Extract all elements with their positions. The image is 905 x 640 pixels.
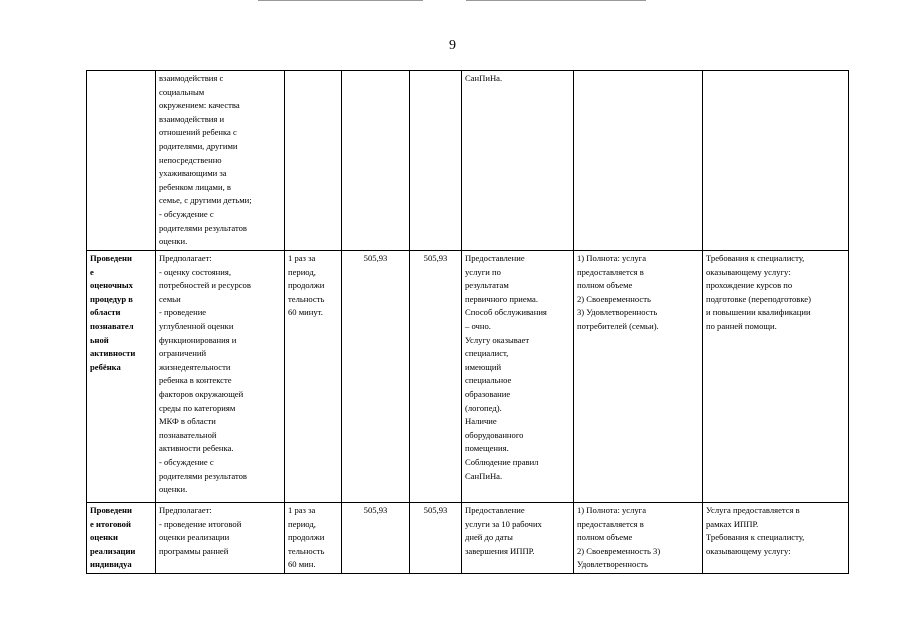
cell-line: семьи bbox=[159, 293, 181, 304]
cell-line: жизнедеятельности bbox=[159, 361, 231, 372]
cell-line: Услуга предоставляется в bbox=[706, 505, 800, 515]
cell-line: области bbox=[90, 307, 121, 318]
cell-line: подготовке (переподготовке) bbox=[706, 293, 811, 304]
cell-line: социальным bbox=[159, 86, 205, 97]
cell-line: оказывающему услугу: bbox=[706, 545, 791, 556]
cell-line: тельность bbox=[288, 293, 325, 304]
cell-line: специальное bbox=[465, 375, 512, 386]
cell-line: углубленной оценки bbox=[159, 320, 234, 331]
cell-line: ребенка в контексте bbox=[159, 375, 232, 386]
requirements-cell bbox=[703, 71, 849, 251]
table-row bbox=[87, 503, 849, 574]
frequency-cell bbox=[285, 251, 342, 503]
cell-line: дней до даты bbox=[465, 532, 513, 543]
cell-line: предоставляется в bbox=[577, 266, 644, 277]
cell-line: 505,93 bbox=[363, 253, 388, 263]
cell-line: ребёнка bbox=[90, 361, 121, 372]
price-cell-1 bbox=[342, 71, 410, 251]
cell-line: 1 раз за bbox=[288, 253, 316, 263]
price-cell-2 bbox=[410, 71, 462, 251]
cell-line: Предоставление bbox=[465, 505, 525, 515]
cell-line: Способ обслуживания bbox=[465, 307, 547, 318]
cell-line: Требования к специалисту, bbox=[706, 253, 805, 263]
scan-edge-line-left bbox=[258, 0, 423, 1]
quality-cell bbox=[574, 503, 703, 574]
service-name-cell bbox=[87, 71, 156, 251]
cell-line: родителями результатов bbox=[159, 470, 247, 481]
cell-line: процедур в bbox=[90, 293, 133, 304]
cell-line: 505,93 bbox=[363, 505, 388, 515]
cell-line: 2) Своевременность bbox=[577, 293, 651, 304]
cell-line: МКФ в области bbox=[159, 416, 216, 427]
cell-line: имеющий bbox=[465, 361, 502, 372]
cell-line: прохождение курсов по bbox=[706, 280, 793, 291]
cell-line: ребенком лицами, в bbox=[159, 181, 231, 192]
frequency-cell bbox=[285, 503, 342, 574]
cell-line: результатам bbox=[465, 280, 509, 291]
cell-line: Предполагает: bbox=[159, 505, 212, 515]
frequency-cell bbox=[285, 71, 342, 251]
cell-line: образование bbox=[465, 388, 511, 399]
cell-line: Соблюдение правил bbox=[465, 456, 539, 467]
cell-line: активности ребенка. bbox=[159, 443, 234, 454]
cell-line: активности bbox=[90, 348, 136, 359]
cell-line: 1 раз за bbox=[288, 505, 316, 515]
cell-line: тельность bbox=[288, 545, 325, 556]
cell-line: взаимодействия и bbox=[159, 113, 225, 124]
cell-line: Предполагает: bbox=[159, 253, 212, 263]
cell-line: - оценку состояния, bbox=[159, 266, 231, 277]
requirements-cell bbox=[703, 251, 849, 503]
conditions-cell bbox=[462, 251, 574, 503]
description-cell bbox=[156, 251, 285, 503]
requirements-cell bbox=[703, 503, 849, 574]
conditions-cell bbox=[462, 71, 574, 251]
cell-line: помещения. bbox=[465, 443, 509, 454]
cell-line: услуги по bbox=[465, 266, 501, 277]
cell-line: 3) Удовлетворенность bbox=[577, 307, 658, 318]
page-number: 9 bbox=[449, 38, 456, 53]
cell-line: е итоговой bbox=[90, 518, 131, 529]
cell-line: Удовлетворенность bbox=[577, 559, 648, 570]
cell-line: оценочных bbox=[90, 280, 133, 291]
cell-line: завершения ИППР. bbox=[465, 545, 535, 556]
cell-line: Проведени bbox=[90, 505, 132, 515]
cell-line: е bbox=[90, 266, 94, 277]
cell-line: потребителей (семьи). bbox=[577, 320, 659, 331]
cell-line: - обсуждение с bbox=[159, 208, 214, 219]
cell-line: ьной bbox=[90, 334, 109, 345]
cell-line: по ранней помощи. bbox=[706, 320, 777, 331]
cell-line: индивидуа bbox=[90, 559, 132, 570]
cell-line: 2) Своевременность 3) bbox=[577, 545, 661, 556]
cell-line: Требования к специалисту, bbox=[706, 532, 805, 543]
cell-line: 505,93 bbox=[423, 253, 448, 263]
cell-line: семье, с другими детьми; bbox=[159, 195, 252, 206]
service-name-cell bbox=[87, 251, 156, 503]
cell-line: продолжи bbox=[288, 280, 325, 291]
cell-line: полном объеме bbox=[577, 280, 633, 291]
cell-line: оценки реализации bbox=[159, 532, 230, 543]
quality-cell bbox=[574, 71, 703, 251]
cell-line: 1) Полнота: услуга bbox=[577, 253, 647, 263]
services-table bbox=[86, 70, 849, 574]
cell-line: - проведение bbox=[159, 307, 207, 318]
cell-line: 60 мин. bbox=[288, 559, 316, 570]
cell-line: 1) Полнота: услуга bbox=[577, 505, 647, 515]
description-cell bbox=[156, 503, 285, 574]
cell-line: период, bbox=[288, 266, 316, 277]
cell-line: факторов окружающей bbox=[159, 388, 244, 399]
cell-line: рамках ИППР. bbox=[706, 518, 759, 529]
cell-line: оказывающему услугу: bbox=[706, 266, 791, 277]
cell-line: специалист, bbox=[465, 348, 509, 359]
cell-line: - проведение итоговой bbox=[159, 518, 242, 529]
price-cell-2 bbox=[410, 503, 462, 574]
table-row bbox=[87, 71, 849, 251]
cell-line: СанПиНа. bbox=[465, 470, 503, 481]
cell-line: - обсуждение с bbox=[159, 456, 214, 467]
cell-line: и повышении квалификации bbox=[706, 307, 811, 318]
cell-line: ограничений bbox=[159, 348, 207, 359]
cell-line: – очно. bbox=[465, 320, 491, 331]
cell-line: функционирования и bbox=[159, 334, 237, 345]
cell-line: 505,93 bbox=[423, 505, 448, 515]
table-row bbox=[87, 251, 849, 503]
cell-line: оборудованного bbox=[465, 429, 524, 440]
cell-line: СанПиНа. bbox=[465, 73, 503, 83]
cell-line: ухаживающими за bbox=[159, 168, 227, 179]
cell-line: познавательной bbox=[159, 429, 217, 440]
cell-line: оценки. bbox=[159, 484, 188, 495]
quality-cell bbox=[574, 251, 703, 503]
cell-line: услуги за 10 рабочих bbox=[465, 518, 542, 529]
cell-line: взаимодействия с bbox=[159, 73, 224, 83]
cell-line: среды по категориям bbox=[159, 402, 236, 413]
cell-line: окружением: качества bbox=[159, 100, 240, 111]
cell-line: 60 минут. bbox=[288, 307, 323, 318]
cell-line: первичного приема. bbox=[465, 293, 538, 304]
cell-line: оценки bbox=[90, 532, 118, 543]
cell-line: (логопед). bbox=[465, 402, 502, 413]
price-cell-1 bbox=[342, 503, 410, 574]
cell-line: оценки. bbox=[159, 236, 188, 247]
cell-line: Предоставление bbox=[465, 253, 525, 263]
price-cell-1 bbox=[342, 251, 410, 503]
description-cell bbox=[156, 71, 285, 251]
cell-line: предоставляется в bbox=[577, 518, 644, 529]
cell-line: программы ранней bbox=[159, 545, 229, 556]
cell-line: Наличие bbox=[465, 416, 497, 427]
cell-line: Услугу оказывает bbox=[465, 334, 530, 345]
cell-line: непосредственно bbox=[159, 154, 222, 165]
cell-line: родителями, другими bbox=[159, 140, 238, 151]
service-name-cell bbox=[87, 503, 156, 574]
cell-line: полном объеме bbox=[577, 532, 633, 543]
cell-line: продолжи bbox=[288, 532, 325, 543]
cell-line: Проведени bbox=[90, 253, 132, 263]
cell-line: период, bbox=[288, 518, 316, 529]
cell-line: отношений ребенка с bbox=[159, 127, 237, 138]
cell-line: реализации bbox=[90, 545, 136, 556]
cell-line: познавател bbox=[90, 320, 134, 331]
cell-line: родителями результатов bbox=[159, 222, 247, 233]
price-cell-2 bbox=[410, 251, 462, 503]
cell-line: потребностей и ресурсов bbox=[159, 280, 251, 291]
conditions-cell bbox=[462, 503, 574, 574]
scan-edge-line-right bbox=[466, 0, 646, 1]
